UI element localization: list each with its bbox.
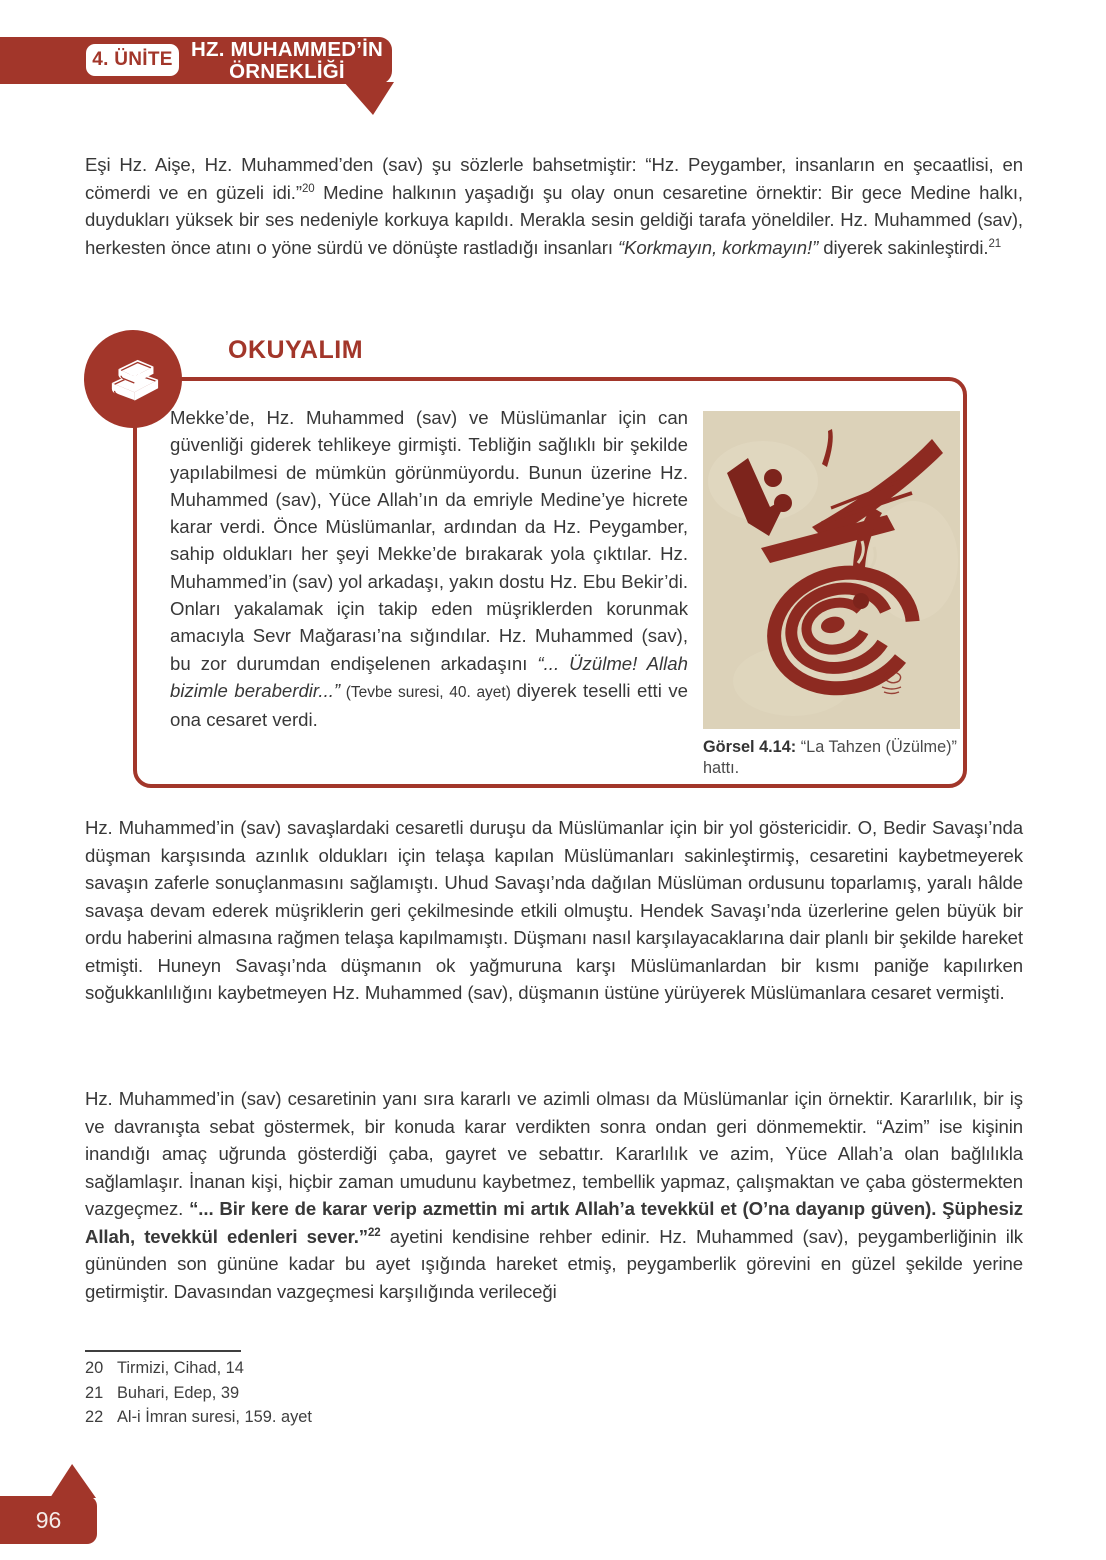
unit-title-line2: ÖRNEKLİĞİ	[229, 59, 345, 83]
okuyalim-body-text: Mekke’de, Hz. Muhammed (sav) ve Müslümanlar için can güvenliği giderek tehlikeye girmişti. Tebliğin sağlıklı bir şekilde yapılabilmesi de mümkün görünmüyordu. Bunun üzerine Hz. Muhammed (sav), Yüce Allah’ın da emriyle Medine’ye hicrete karar verdi. Önce Müslümanlar, ardından da Hz. Peygamber, sahip oldukları her şeyi Mekke’de bırakarak yola çıktılar. Hz. Muhammed’in (sav) yol arkadaşı, yakın dostu Hz. Ebu Bekir’di. Onları yakalamak için takip eden müşriklerden korunmak amacıyla Sevr Mağarası’na sığındılar. Hz. Muhammed (sav), bu zor durumdan endişelenen arkadaşını “... Üzülme! Allah bizimle beraberdir...” (Tevbe suresi, 40. ayet) diyerek teselli etti ve ona cesaret verdi.	[170, 407, 689, 731]
page-number: 96	[35, 1506, 62, 1533]
footnotes	[85, 1356, 312, 1430]
footnote	[85, 1405, 312, 1430]
banner-tail-shape	[344, 82, 394, 115]
page-badge-tail-shape	[50, 1464, 96, 1498]
footnote-separator	[85, 1350, 241, 1352]
unit-title	[188, 39, 386, 82]
paragraph-intro: Eşi Hz. Aişe, Hz. Muhammed’den (sav) şu sözlerle bahsetmiştir: “Hz. Peygamber, insanların en şecaatlisi, en cömerdi ve en güzeli idi.”$^{20}$ Medine halkının yaşadığı şu olay onun cesaretine örnektir: Bir gece Medine halkı, duydukları yüksek bir ses nedeniyle korkuya kapıldı. Merakla sesin geldiği tarafa yöneldiler. Hz. Muhammed (sav), herkesten önce atını o yöne sürdü ve dönüşte rastladığı insanları “Korkmayın, korkmayın!” diyerek sakinleştirdi.$^{21}$	[85, 154, 1023, 258]
stacked-books-icon	[100, 346, 166, 412]
okuyalim-heading: OKUYALIM	[228, 336, 364, 364]
unit-number-badge	[86, 44, 179, 76]
okuyalim-icon-circle	[84, 330, 182, 428]
paragraph-battles: Hz. Muhammed’in (sav) savaşlardaki cesaretli duruşu da Müslümanlar için bir yol göstericidir. O, Bedir Savaşı’nda düşman karşısında azınlık oldukları için telaşa kapılan Müslümanları sakinleştirmiş, cesaretini kaybetmeyerek savaşın zaferle sonuçlanmasını sağlamıştı. Uhud Savaşı’nda dağılan Müslüman ordusunu toparlamış, yaralı hâlde savaşa devam ederek müşriklerin geri çekilmesinde etkili olmuştu. Hendek Savaşı’nda üzerlerine gelen büyük bir ordu haberini almasına rağmen telaşa kapılmamıştı. Düşmanı nasıl karşılayacaklarına dair planlı bir şekilde hareket etmişti. Huneyn Savaşı’nda düşmanın ok yağmuruna karşı Müslümanlardan bir kısmı paniğe kapılırken soğukkanlılığını kaybetmeyen Hz. Muhammed (sav), düşmanın üstüne yürüyerek Müslümanlara cesaret vermişti.	[85, 817, 1023, 1003]
la-tahzen-calligraphy-icon	[703, 411, 960, 729]
caption-text: “La Tahzen (Üzülme)” hattı.	[703, 738, 957, 777]
footnote-text: Buhari, Edep, 39	[117, 1383, 240, 1402]
unit-title-line1: HZ. MUHAMMED’İN	[190, 38, 384, 61]
footnote-text: Tirmizi, Cihad, 14	[117, 1359, 244, 1377]
footnote	[85, 1381, 312, 1406]
calligraphy-image	[703, 411, 960, 729]
paragraph-determination: Hz. Muhammed’in (sav) cesaretinin yanı sıra kararlı ve azimli olması da Müslümanlar için örnektir. Kararlılık, bir iş ve davranışta sebat göstermek, bir konuda karar verdikten sonra ondan geri dönmemektir. “Azim” ise kişinin inandığı amaç uğrunda gösterdiği çaba, gayret ve sebattır. Kararlılık ve azim, Yüce Allah’a olan bağlılıkla sağlamlaşır. İnanan kişi, hiçbir zaman umudunu kaybetmez, tembellik yapmaz, çalışmaktan ve çaba göstermekten vazgeçmez. “... Bir kere de karar verip azmettin mi artık Allah’a tevekkül et (O’na dayanıp güven). Şüphesiz Allah, tevekkül edenleri sever.”$^{22}$ ayetini kendisine rehber edinir. Hz. Muhammed (sav), peygamberliğinin ilk gününden son gününe kadar bu ayet ışığında hareket etmiş, peygamberlik görevini en güzel şekilde yerine getirmiştir. Davasından vazgeçmesi karşılığında verileceği	[85, 1088, 1023, 1302]
footnote-text: Al-i İmran suresi, 159. ayet	[117, 1408, 312, 1426]
okuyalim-box	[133, 377, 967, 788]
page-number-badge	[0, 1496, 97, 1544]
unit-banner	[0, 37, 392, 84]
footnote-number: 22	[85, 1408, 104, 1426]
image-caption	[703, 737, 960, 779]
unit-number-label: 4. ÜNİTE	[92, 49, 173, 70]
footnote	[85, 1356, 312, 1381]
footnote-number: 21	[85, 1383, 104, 1402]
footnote-number: 20	[85, 1359, 104, 1377]
caption-label: Görsel 4.14:	[703, 738, 797, 756]
